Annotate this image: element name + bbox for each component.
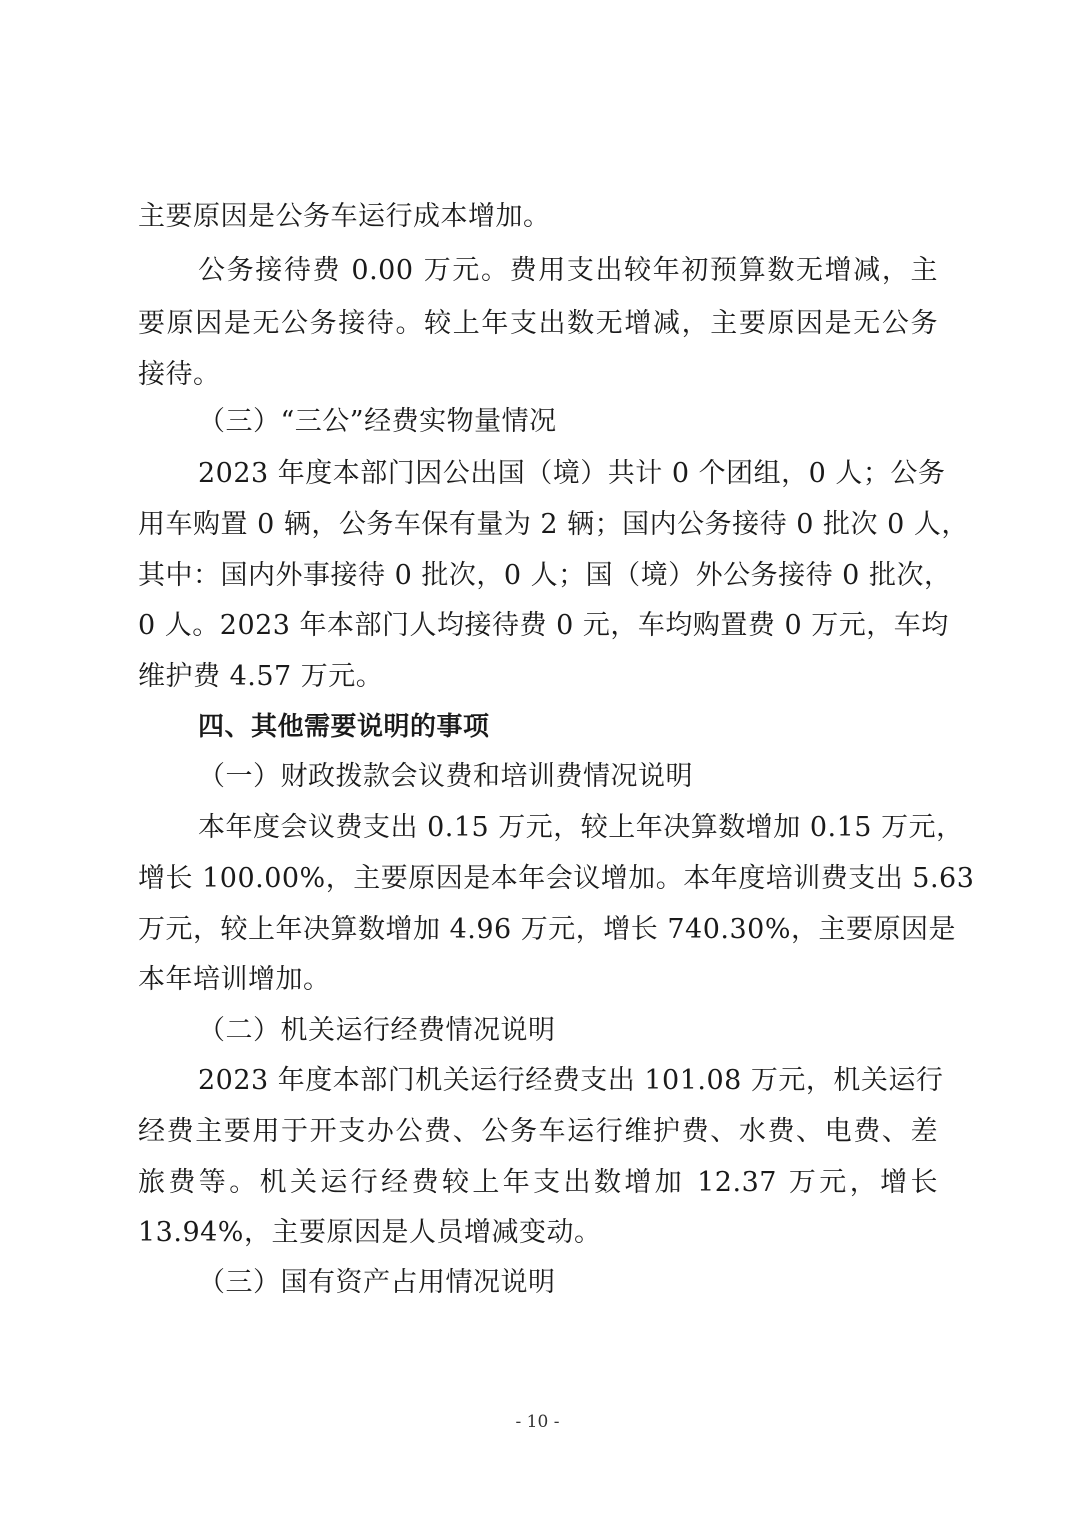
subsection-heading: （一）财政拨款会议费和培训费情况说明 xyxy=(198,761,693,792)
paragraph-line: 接待。 xyxy=(138,359,221,390)
subsection-heading: （三）“三公”经费实物量情况 xyxy=(198,406,557,437)
paragraph-line: 主要原因是公务车运行成本增加。 xyxy=(138,201,551,232)
paragraph-line: 增长 100.00%，主要原因是本年会议增加。本年度培训费支出 5.63 xyxy=(138,863,975,894)
paragraph-line: 本年培训增加。 xyxy=(138,964,331,995)
subsection-heading: （二）机关运行经费情况说明 xyxy=(198,1015,556,1046)
paragraph-line: 用车购置 0 辆，公务车保有量为 2 辆；国内公务接待 0 批次 0 人， xyxy=(138,509,969,540)
paragraph-line: 其中：国内外事接待 0 批次，0 人；国（境）外公务接待 0 批次， xyxy=(138,560,952,591)
paragraph-line: 2023 年度本部门因公出国（境）共计 0 个团组，0 人；公务 xyxy=(198,458,946,489)
paragraph-line: 本年度会议费支出 0.15 万元，较上年决算数增加 0.15 万元， xyxy=(198,812,964,843)
section-heading: 四、其他需要说明的事项 xyxy=(198,712,490,742)
subsection-heading: （三）国有资产占用情况说明 xyxy=(198,1267,556,1298)
paragraph-line: 13.94%，主要原因是人员增减变动。 xyxy=(138,1217,602,1248)
paragraph-line: 0 人。2023 年本部门人均接待费 0 元，车均购置费 0 万元，车均 xyxy=(138,610,949,641)
paragraph-line: 维护费 4.57 万元。 xyxy=(138,661,384,692)
page-number: - 10 - xyxy=(515,1412,560,1432)
paragraph-line: 旅费等。机关运行经费较上年支出数增加 12.37 万元，增长 xyxy=(138,1167,938,1198)
paragraph-line: 万元，较上年决算数增加 4.96 万元，增长 740.30%，主要原因是 xyxy=(138,914,956,945)
paragraph-line: 2023 年度本部门机关运行经费支出 101.08 万元，机关运行 xyxy=(198,1065,944,1096)
paragraph-line: 经费主要用于开支办公费、公务车运行维护费、水费、电费、差 xyxy=(138,1116,938,1147)
paragraph-line: 要原因是无公务接待。较上年支出数无增减，主要原因是无公务 xyxy=(138,308,938,339)
paragraph-line: 公务接待费 0.00 万元。费用支出较年初预算数无增减，主 xyxy=(198,255,938,286)
